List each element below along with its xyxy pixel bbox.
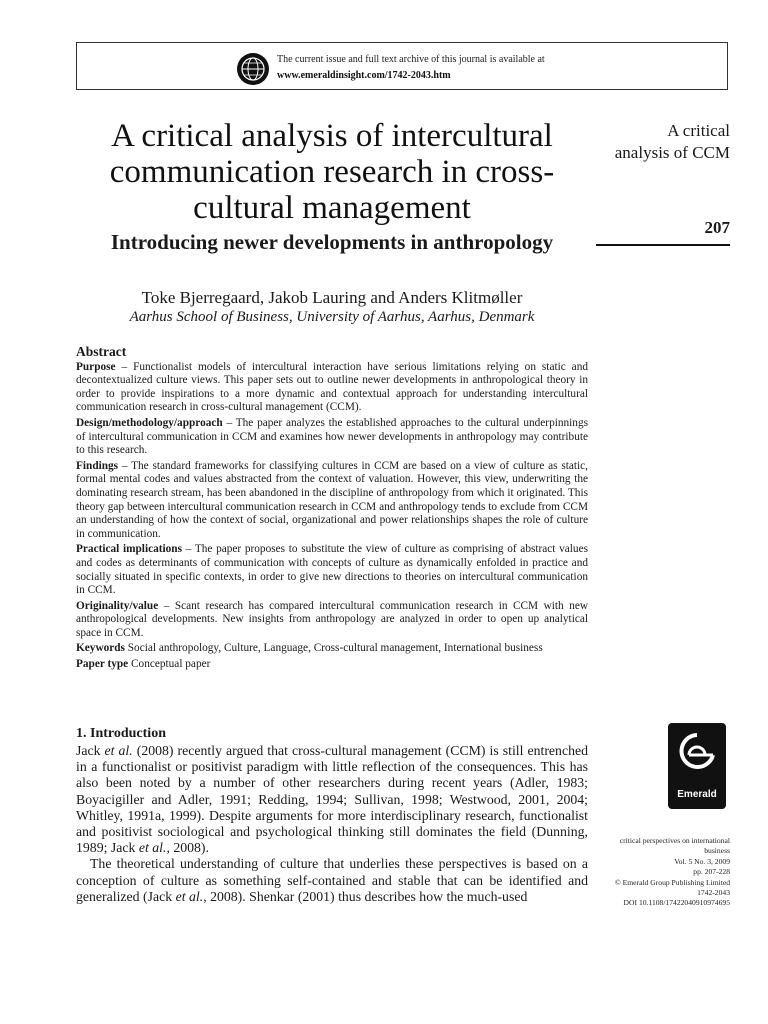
archive-notice: The current issue and full text archive of this journal is available at (277, 54, 545, 65)
page-number: 207 (704, 218, 730, 237)
journal-url-link[interactable]: www.emeraldinsight.com/1742-2043.htm (277, 70, 451, 81)
running-head-rule (596, 244, 730, 246)
globe-icon (237, 53, 269, 85)
journal-name-line1: critical perspectives on international (619, 836, 730, 845)
intro-p1-text-b: (2008) recently argued that cross-cultural management (CCM) is still entrenched in a functionalist or positivist paradigm with little reflection of the consequences. This has also been noted by a number of other researchers during recent years (Adler, 1983; Boyacigiller and Adler, 1991; Redding, 1994; Sullivan, 1998; Westwood, 2001, 2004; Whitley, 1991a, 1999). Despite arguments for more interdisciplinary research, functionalist and positivist sociological and psychological thinking still dominates the field (Dunning, 1989; Jack (76, 743, 588, 856)
findings-label: Findings (76, 459, 119, 472)
journal-doi: DOI 10.1108/17422040910974695 (623, 898, 730, 908)
running-head (615, 120, 730, 164)
journal-name-line2: business (704, 846, 730, 856)
abstract-heading: Abstract (76, 344, 127, 359)
journal-copyright: © Emerald Group Publishing Limited (614, 877, 730, 887)
abstract-papertype (76, 658, 588, 672)
author-list: Toke Bjerregaard, Jakob Lauring and Anders Klitmøller (141, 288, 523, 307)
practical-text: – The paper proposes to substitute the view of culture as comprising of abstract values and codes as determinants of communication with concepts of culture as dynamically enfolded in practice and socially situated in specific contexts, in order to give new directions to theories on intercultural communication in CCM. (76, 543, 588, 597)
journal-pages: pp. 207-228 (693, 867, 730, 877)
keywords-label: Keywords (76, 642, 125, 655)
intro-p2-text-b: , 2008). Shenkar (2001) thus describes how the much-used (203, 888, 528, 904)
intro-p2-text-a: The theoretical understanding of culture that underlies these perspectives is based on a conception of culture as something self-contained and stable that can be identified and generalized (Jack (76, 856, 588, 904)
intro-p2-etal: et al. (175, 888, 204, 904)
article-subtitle: Introducing newer developments in anthropology (110, 230, 554, 254)
design-text: – The paper analyzes the established approaches to the cultural underpinnings of intercultural communication in CCM and examines how newer developments in anthropology may contribute to this research. (76, 416, 588, 457)
intro-p1-etal: et al. (104, 743, 133, 758)
journal-issn: 1742-2043 (697, 888, 730, 898)
abstract-purpose (76, 361, 588, 415)
findings-text: – The standard frameworks for classifying cultures in CCM are based on a view of culture as static, formal mental codes and values abstracted from the context of valuation. However, this view, underwriting the dominating research stream, has been abandoned in the discipline of anthropology from which it originated. This theory gap between intercultural communication research in CCM and anthropology tends to exclude from CCM an understanding of how the context of social, organizational and power relationships shapes the role of culture in communication. (76, 459, 588, 540)
papertype-label: Paper type (76, 658, 129, 671)
purpose-label: Purpose (76, 360, 116, 373)
introduction-heading: 1. Introduction (76, 726, 166, 741)
running-head-line2: analysis of CCM (614, 143, 730, 162)
keywords-text: Social anthropology, Culture, Language, Cross-cultural management, International business (124, 642, 543, 655)
abstract-section (76, 345, 588, 674)
abstract-keywords (76, 642, 588, 656)
abstract-design (76, 417, 588, 458)
originality-text: – Scant research has compared intercultural communication research in CCM with new anthropological developments. New insights from anthropology are analyzed in order to open up analytical space in CCM. (76, 599, 588, 639)
abstract-originality (76, 600, 588, 641)
emerald-wordmark: Emerald (677, 789, 717, 800)
intro-p1-text-c: , 2008). (166, 840, 209, 856)
abstract-findings (76, 460, 588, 542)
introduction-body (76, 743, 588, 905)
practical-label: Practical implications (76, 543, 182, 556)
journal-citation-info (590, 836, 730, 909)
purpose-text: – Functionalist models of intercultural interaction have serious limitations relying on static and decontextualized culture views. This paper sets out to outline newer developments in anthropological theory in order to provide inspirations to a more dynamic and contextual approach for understanding intercultural communication research in cross-cultural management (CCM). (76, 360, 588, 414)
papertype-text: Conceptual paper (128, 658, 211, 671)
intro-p1-text-a: Jack (76, 743, 105, 758)
running-head-line1: A critical (667, 121, 730, 140)
originality-label: Originality/value (76, 599, 159, 612)
author-affiliation: Aarhus School of Business, University of Aarhus, Aarhus, Denmark (129, 309, 535, 325)
intro-paragraph-1 (76, 743, 588, 856)
abstract-practical (76, 543, 588, 597)
journal-availability-box (76, 42, 728, 90)
article-title: A critical analysis of intercultural communication research in cross-cultural management (109, 118, 555, 226)
journal-volume: Vol. 5 No. 3, 2009 (674, 856, 730, 866)
design-label: Design/methodology/approach (76, 416, 223, 429)
intro-p1-etal-2: et al. (138, 840, 167, 856)
emerald-logo-icon (668, 723, 726, 809)
intro-paragraph-2 (76, 856, 588, 905)
